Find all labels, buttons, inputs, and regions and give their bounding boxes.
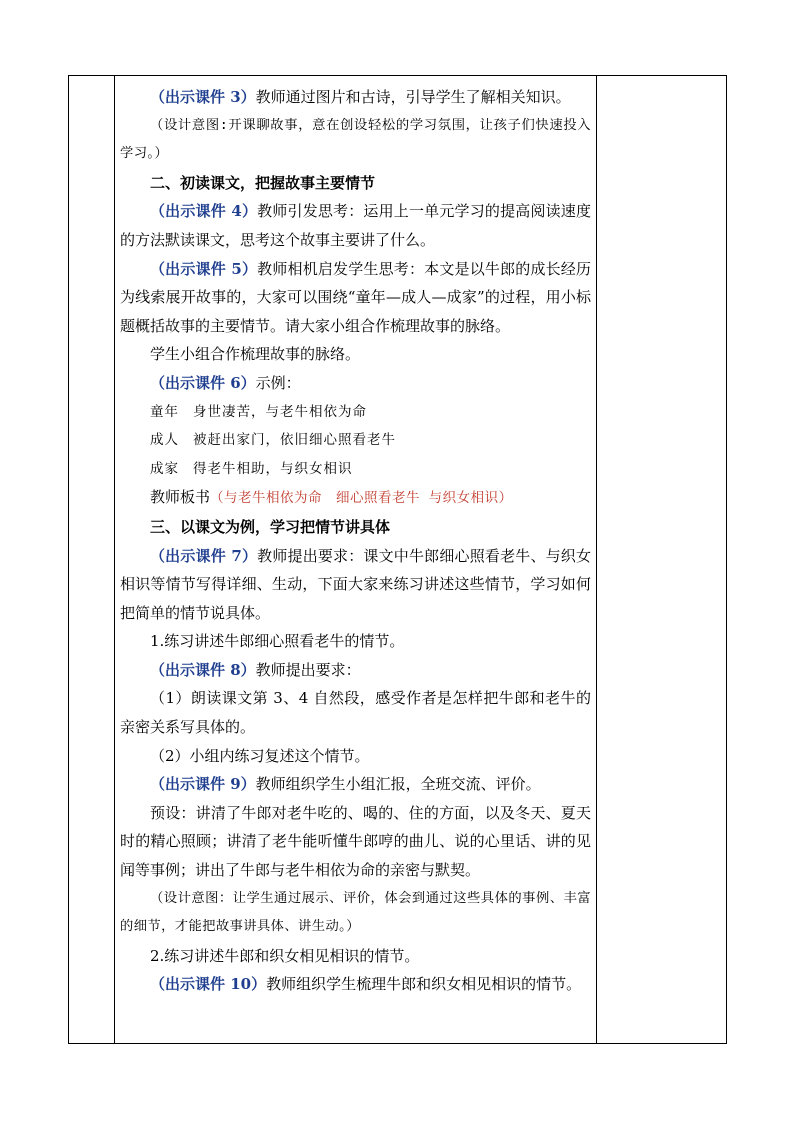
plot-stage-label: 童年 bbox=[150, 403, 179, 420]
paragraph-text: （2）小组内练习复述这个情节。 bbox=[150, 746, 370, 765]
courseware-tag: （出示课件 8） bbox=[150, 660, 256, 679]
teaching-process-cell bbox=[115, 76, 596, 1043]
blackboard-note bbox=[120, 483, 591, 513]
paragraph bbox=[120, 340, 591, 369]
courseware-paragraph bbox=[120, 656, 591, 685]
courseware-tag: （出示课件 4） bbox=[150, 202, 258, 221]
blackboard-content: （与老牛相依为命 细心照看老牛 与织女相识） bbox=[210, 490, 513, 507]
paragraph-text: 示例： bbox=[255, 373, 301, 392]
courseware-paragraph bbox=[120, 197, 591, 254]
plot-example-line bbox=[120, 398, 591, 427]
paragraph bbox=[120, 799, 591, 885]
paragraph-text: 2.练习讲述牛郎和织女相见相识的情节。 bbox=[150, 946, 420, 965]
design-intent-text: （设计意图：让学生通过展示、评价，体会到通过这些具体的事例、丰富的细节，才能把故事讲具体、讲生动。） bbox=[120, 890, 591, 935]
lesson-plan-table bbox=[68, 75, 727, 1044]
paragraph-text: 学生小组合作梳理故事的脉络。 bbox=[150, 345, 361, 364]
table-column-divider-right bbox=[596, 76, 597, 1043]
plot-example-line bbox=[120, 455, 591, 484]
paragraph-text: 1.练习讲述牛郎细心照看老牛的情节。 bbox=[150, 632, 405, 651]
paragraph-text: 教师提出要求： bbox=[255, 660, 361, 679]
courseware-paragraph bbox=[120, 542, 591, 628]
design-intent-note bbox=[120, 885, 591, 942]
courseware-tag: （出示课件 7） bbox=[150, 546, 258, 565]
courseware-paragraph bbox=[120, 970, 591, 999]
paragraph-text: 预设：讲清了牛郎对老牛吃的、喝的、住的方面，以及冬天、夏天时的精心照顾；讲清了老牛能听懂牛郎哼的曲儿、说的心里话、讲的见闻等事例；讲出了牛郎与老牛相依为命的亲密与默契。 bbox=[120, 803, 591, 880]
plot-stage-label: 成人 bbox=[150, 432, 179, 449]
plot-example-line bbox=[120, 426, 591, 455]
paragraph bbox=[120, 627, 591, 656]
design-intent-note bbox=[120, 112, 591, 169]
plot-subtitle: 得老牛相助，与织女相识 bbox=[193, 460, 353, 477]
paragraph bbox=[120, 684, 591, 741]
courseware-tag: （出示课件 3） bbox=[150, 88, 256, 106]
section-heading bbox=[120, 169, 591, 198]
plot-stage-label: 成家 bbox=[150, 460, 179, 477]
courseware-tag: （出示课件 10） bbox=[150, 975, 267, 994]
plot-subtitle: 被赶出家门，依旧细心照看老牛 bbox=[193, 432, 396, 449]
paragraph-text: 教师通过图片和古诗，引导学生了解相关知识。 bbox=[255, 88, 571, 106]
section-heading bbox=[120, 513, 591, 542]
courseware-paragraph bbox=[120, 770, 591, 799]
courseware-tag: （出示课件 9） bbox=[150, 775, 256, 794]
paragraph-text: （1）朗读课文第 3、4 自然段，感受作者是怎样把牛郎和老牛的亲密关系写具体的。 bbox=[120, 689, 591, 737]
section-heading-text: 二、初读课文，把握故事主要情节 bbox=[150, 173, 376, 192]
design-intent-text: （设计意图:开课聊故事，意在创设轻松的学习氛围，让孩子们快速投入学习。） bbox=[120, 117, 591, 162]
plot-subtitle: 身世凄苦，与老牛相依为命 bbox=[193, 403, 367, 420]
paragraph-text: 教师提出要求：课文中牛郎细心照看老牛、与织女相识等情节写得详细、生动，下面大家来练习讲述这些情节，学习如何把简单的情节说具体。 bbox=[120, 546, 591, 622]
courseware-paragraph bbox=[120, 369, 591, 398]
courseware-tag: （出示课件 6） bbox=[150, 373, 256, 392]
paragraph-text: 教师相机启发学生思考：本文是以牛郎的成长经历为线索展开故事的，大家可以围绕“童年—成人—成家”的过程，用小标题概括故事的主要情节。请大家小组合作梳理故事的脉络。 bbox=[120, 259, 591, 335]
section-heading-text: 三、以课文为例，学习把情节讲具体 bbox=[150, 517, 391, 536]
paragraph-text: 教师组织学生梳理牛郎和织女相见相识的情节。 bbox=[266, 975, 582, 994]
paragraph-text: 教师引发思考：运用上一单元学习的提高阅读速度的方法默读课文，思考这个故事主要讲了什么。 bbox=[120, 202, 591, 249]
blackboard-label: 教师板书 bbox=[150, 488, 211, 507]
paragraph-text: 教师组织学生小组汇报，全班交流、评价。 bbox=[255, 775, 541, 794]
courseware-tag: （出示课件 5） bbox=[150, 259, 258, 278]
courseware-paragraph bbox=[120, 255, 591, 341]
paragraph bbox=[120, 942, 591, 971]
courseware-paragraph bbox=[120, 83, 591, 112]
paragraph bbox=[120, 742, 591, 771]
